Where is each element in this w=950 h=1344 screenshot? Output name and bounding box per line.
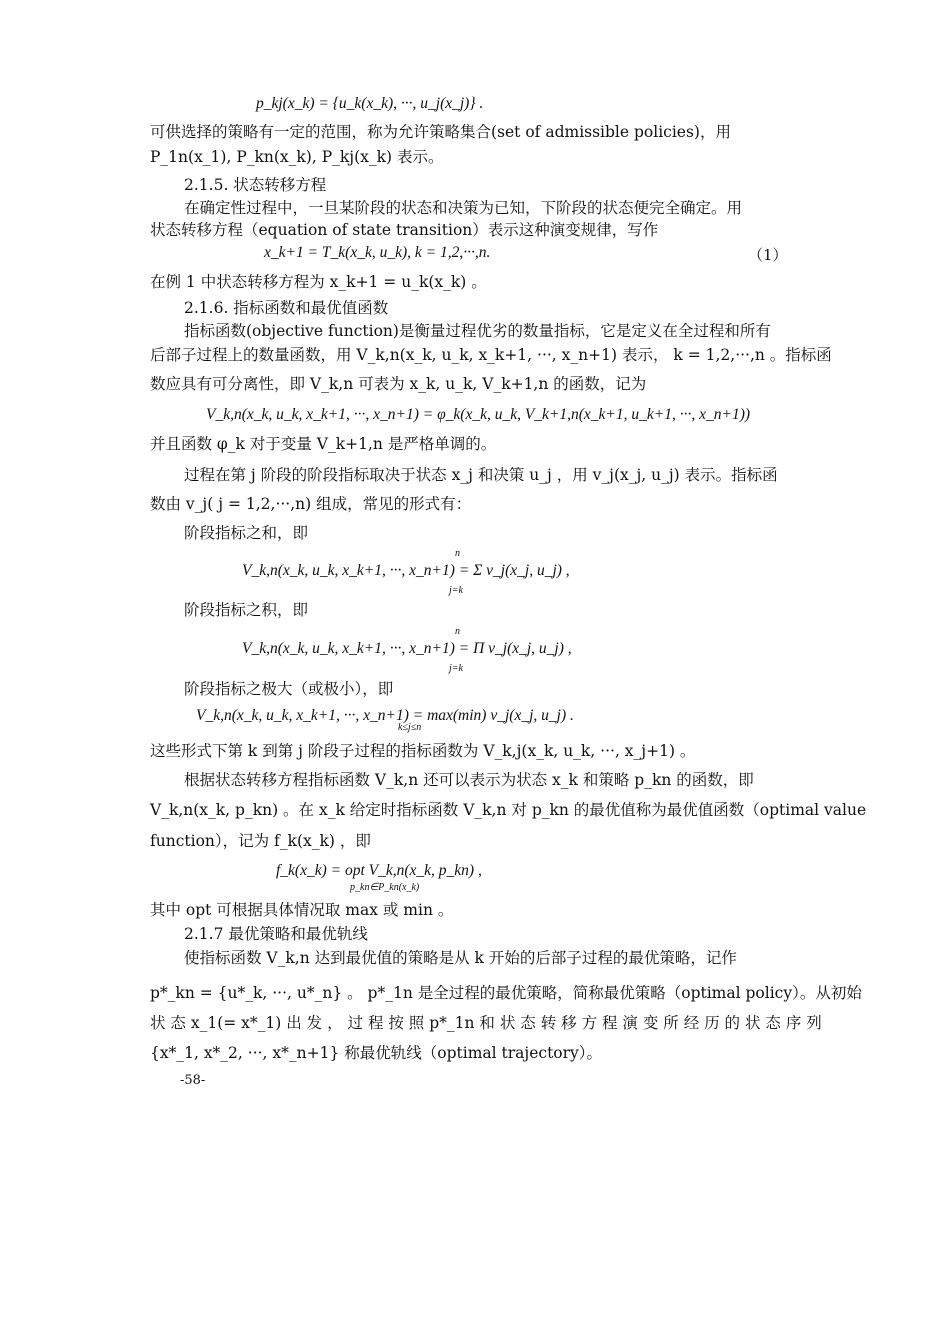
list-label: 阶段指标之和，即	[184, 524, 309, 542]
section-heading-2-1-5: 2.1.5. 状态转移方程	[184, 176, 327, 194]
sum-lower-limit: j=k	[449, 585, 463, 596]
paragraph-line: p*_kn = {u*_k, ···, u*_n} 。 p*_1n 是全过程的最优策略，简称最优策略（optimal policy）。从初始	[150, 984, 862, 1002]
paragraph-line: P_1n(x_1), P_kn(x_k), P_kj(x_k) 表示。	[150, 148, 444, 166]
section-heading-2-1-7: 2.1.7 最优策略和最优轨线	[184, 925, 368, 943]
paragraph-line: 数由 v_j( j = 1,2,···,n) 组成，常见的形式有：	[150, 495, 472, 513]
formula-product-form: V_k,n(x_k, u_k, x_k+1, ···, x_n+1) = Π v_j(x_j, u_j) ,	[242, 640, 572, 657]
paragraph-line: 后部子过程上的数量函数，用 V_k,n(x_k, u_k, x_k+1, ···, x_n+1) 表示， k = 1,2,···,n 。指标函	[150, 346, 832, 364]
formula-separability: V_k,n(x_k, u_k, x_k+1, ···, x_n+1) = φ_k(x_k, u_k, V_k+1,n(x_k+1, u_k+1, ···, x_n+1))	[206, 406, 751, 423]
page-number: -58-	[180, 1073, 206, 1088]
formula-state-transition: x_k+1 = T_k(x_k, u_k), k = 1,2,···,n.	[264, 244, 491, 261]
paragraph-line: {x*_1, x*_2, ···, x*_n+1} 称最优轨线（optimal trajectory）。	[150, 1044, 603, 1062]
formula-policy-definition: p_kj(x_k) = {u_k(x_k), ···, u_j(x_j)} .	[256, 95, 484, 112]
paragraph-line: 并且函数 φ_k 对于变量 V_k+1,n 是严格单调的。	[150, 435, 497, 453]
paragraph-line: 状 态 x_1(= x*_1) 出 发 ， 过 程 按 照 p*_1n 和 状 态 转 移 方 程 演 变 所 经 历 的 状 态 序 列	[150, 1014, 822, 1032]
opt-lower-limit: p_kn∈P_kn(x_k)	[350, 882, 420, 893]
product-upper-limit: n	[455, 626, 460, 637]
list-label: 阶段指标之极大（或极小），即	[184, 680, 394, 698]
formula-sum-form: V_k,n(x_k, u_k, x_k+1, ···, x_n+1) = Σ v_j(x_j, u_j) ,	[242, 562, 570, 579]
formula-optimal-value: f_k(x_k) = opt V_k,n(x_k, p_kn) ,	[276, 862, 482, 879]
paragraph-line: 根据状态转移方程指标函数 V_k,n 还可以表示为状态 x_k 和策略 p_kn 的函数，即	[184, 771, 754, 789]
paragraph-line: 可供选择的策略有一定的范围，称为允许策略集合(set of admissible policies)，用	[150, 123, 731, 141]
paragraph-line: 状态转移方程（equation of state transition）表示这种演变规律，写作	[150, 221, 659, 239]
paragraph-line: 在例 1 中状态转移方程为 x_k+1 = u_k(x_k) 。	[150, 273, 487, 291]
formula-max-form: V_k,n(x_k, u_k, x_k+1, ···, x_n+1) = max(min) v_j(x_j, u_j) .	[196, 707, 574, 724]
paragraph-line: V_k,n(x_k, p_kn) 。在 x_k 给定时指标函数 V_k,n 对 p_kn 的最优值称为最优值函数（optimal value	[150, 801, 867, 819]
list-label: 阶段指标之积，即	[184, 601, 309, 619]
paragraph-line: 这些形式下第 k 到第 j 阶段子过程的指标函数为 V_k,j(x_k, u_k, ···, x_j+1) 。	[150, 742, 696, 760]
paragraph-line: 在确定性过程中，一旦某阶段的状态和决策为已知，下阶段的状态便完全确定。用	[184, 199, 743, 217]
equation-number: （1）	[748, 246, 788, 264]
paragraph-line: function），记为 f_k(x_k) ，即	[150, 832, 371, 850]
sum-upper-limit: n	[455, 548, 460, 559]
product-lower-limit: j=k	[449, 663, 463, 674]
paragraph-line: 过程在第 j 阶段的阶段指标取决于状态 x_j 和决策 u_j ，用 v_j(x_j, u_j) 表示。指标函	[184, 466, 778, 484]
paragraph-line: 使指标函数 V_k,n 达到最优值的策略是从 k 开始的后部子过程的最优策略，记作	[184, 949, 737, 967]
max-lower-limit: k≤j≤n	[398, 722, 422, 733]
paragraph-line: 指标函数(objective function)是衡量过程优劣的数量指标，它是定义在全过程和所有	[184, 322, 771, 340]
section-heading-2-1-6: 2.1.6. 指标函数和最优值函数	[184, 299, 389, 317]
paragraph-line: 数应具有可分离性，即 V_k,n 可表为 x_k, u_k, V_k+1,n 的函数，记为	[150, 375, 647, 393]
paragraph-line: 其中 opt 可根据具体情况取 max 或 min 。	[150, 901, 454, 919]
